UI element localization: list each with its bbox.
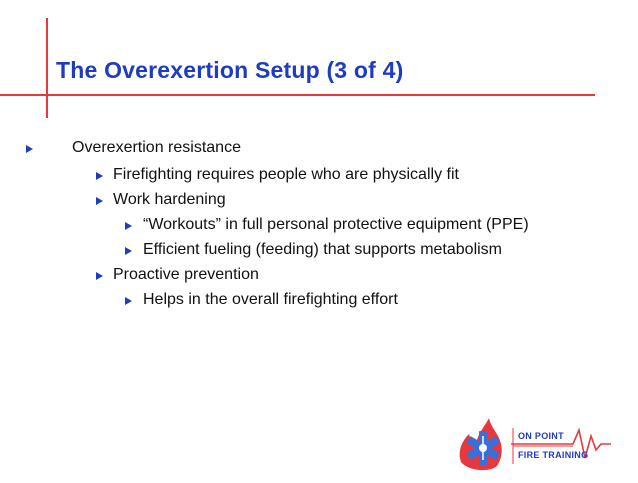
triangle-bullet-icon — [125, 297, 132, 305]
bullet-item: Efficient fueling (feeding) that supports metabolism — [143, 241, 503, 258]
bullet-item: Work hardening — [113, 191, 226, 208]
triangle-bullet-icon — [96, 272, 103, 280]
bullet-item: Overexertion resistance — [72, 139, 241, 156]
accent-vertical-rule — [46, 18, 48, 118]
slide-title: The Overexertion Setup (3 of 4) — [56, 57, 404, 83]
triangle-bullet-icon — [125, 222, 132, 230]
star-of-life-emblem-icon — [455, 414, 615, 478]
bullet-item: Helps in the overall firefighting effort — [143, 291, 398, 308]
triangle-bullet-icon — [96, 197, 103, 205]
triangle-bullet-icon — [96, 172, 103, 180]
triangle-bullet-icon — [125, 247, 132, 255]
logo-line-1: ON POINT — [518, 431, 564, 441]
on-point-fire-training-logo — [455, 414, 615, 478]
triangle-bullet-icon — [26, 145, 33, 153]
accent-horizontal-rule — [0, 94, 595, 96]
logo-line-2: FIRE TRAINING — [518, 450, 589, 460]
bullet-item: Proactive prevention — [113, 266, 259, 283]
bullet-item: “Workouts” in full personal protective equipment (PPE) — [143, 216, 529, 233]
bullet-item: Firefighting requires people who are physically fit — [113, 166, 459, 183]
